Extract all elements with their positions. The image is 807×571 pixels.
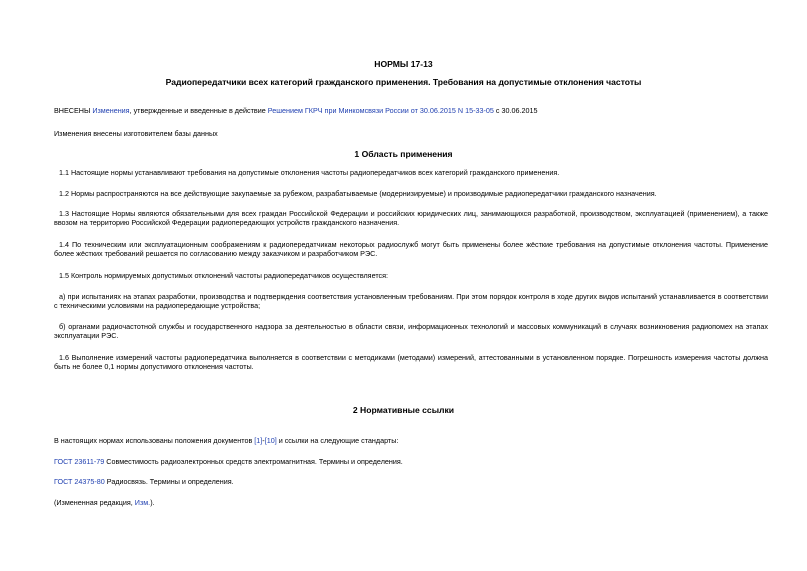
amendment-prefix: ВНЕСЕНЫ (54, 106, 93, 115)
decision-link[interactable]: Решением ГКРЧ при Минкомсвязи России от 30.06.2015 N 15-33-05 (267, 106, 494, 115)
paragraph-1-1: 1.1 Настоящие нормы устанавливают требования на допустимые отклонения частоты радиопередатчиков всех категорий гражданского применения. (59, 168, 560, 177)
paragraph-1-3: 1.3 Настоящие Нормы являются обязательными для всех граждан Российской Федерации и российских юридических лиц, занимающихся разработкой, производством, эксплуатацией (применением), а также ввозом на территорию Российской Федерации радиопередающих устройств гражданского назначения. (54, 209, 768, 227)
references-prefix: В настоящих нормах использованы положения документов (54, 436, 255, 445)
paragraph-1-5a: а) при испытаниях на этапах разработки, производства и подтверждения соответствия установленным требованиям. При этом порядок контроля в ходе других видов испытаний устанавливается в соответствии с техническими условиями на радиопередающие устройства; (54, 292, 768, 310)
edited-suffix: ). (150, 498, 155, 507)
amendment-note (54, 106, 768, 115)
document-title: НОРМЫ 17-13 (374, 59, 433, 69)
section1-heading: 1 Область применения (354, 149, 453, 159)
paragraph-1-2: 1.2 Нормы распространяются на все действующие закупаемые за рубежом, разрабатываемые (модернизируемые) и производимые радиопередатчики гражданского назначения. (59, 189, 657, 198)
paragraph-1-5b: б) органами радиочастотной службы и государственного надзора за деятельностью в области связи, информационных технологий и массовых коммуникаций в случаях возникновения радиопомех на этапах эксплуатации РЭС. (54, 322, 768, 340)
edited-prefix: (Измененная редакция, (54, 498, 135, 507)
amendment-suffix: с 30.06.2015 (493, 106, 538, 115)
paragraph-1-5: 1.5 Контроль нормируемых допустимых отклонений частоты радиопередатчиков осуществляется: (59, 271, 389, 280)
paragraph-1-6: 1.6 Выполнение измерений частоты радиопередатчика выполняется в соответствии с методиками (методами) измерений, аттестованными в установленном порядке. Погрешность измерения частоты должна быть не более 0,1 нормы допустимого отклонения частоты. (54, 353, 768, 371)
section2-heading: 2 Нормативные ссылки (352, 405, 455, 415)
amendment-mid: , утвержденные и введенные в действие (129, 106, 268, 115)
gost-24375-item (54, 477, 768, 486)
edited-note (54, 498, 768, 507)
document-subtitle: Радиопередатчики всех категорий гражданского применения. Требования на допустимые отклонения частоты (165, 77, 642, 87)
gost-23611-link[interactable]: ГОСТ 23611-79 (54, 457, 105, 466)
gost-23611-item (54, 457, 768, 466)
gost-23611-text: Совместимость радиоэлектронных средств электромагнитная. Термины и определения. (104, 457, 403, 466)
references-suffix: и ссылки на следующие стандарты: (276, 436, 399, 445)
references-intro (54, 436, 768, 445)
paragraph-1-4: 1.4 По техническим или эксплуатационным соображениям к радиопередатчикам некоторых радиослужб могут быть применены более жёсткие требования на допустимые отклонения частоты. Применение более жёстких требований решается по согласованию между заказчиком и разработчиком РЭС. (54, 240, 768, 258)
reference-link-1[interactable]: [1] (254, 436, 263, 445)
amendments-link[interactable]: Изменения (92, 106, 130, 115)
amendment-ref-link[interactable]: Изм. (134, 498, 151, 507)
reference-link-10[interactable]: [10] (264, 436, 277, 445)
references-dash: - (262, 436, 265, 445)
gost-24375-text: Радиосвязь. Термины и определения. (104, 477, 234, 486)
database-note: Изменения внесены изготовителем базы данных (54, 129, 218, 138)
gost-24375-link[interactable]: ГОСТ 24375-80 (54, 477, 105, 486)
